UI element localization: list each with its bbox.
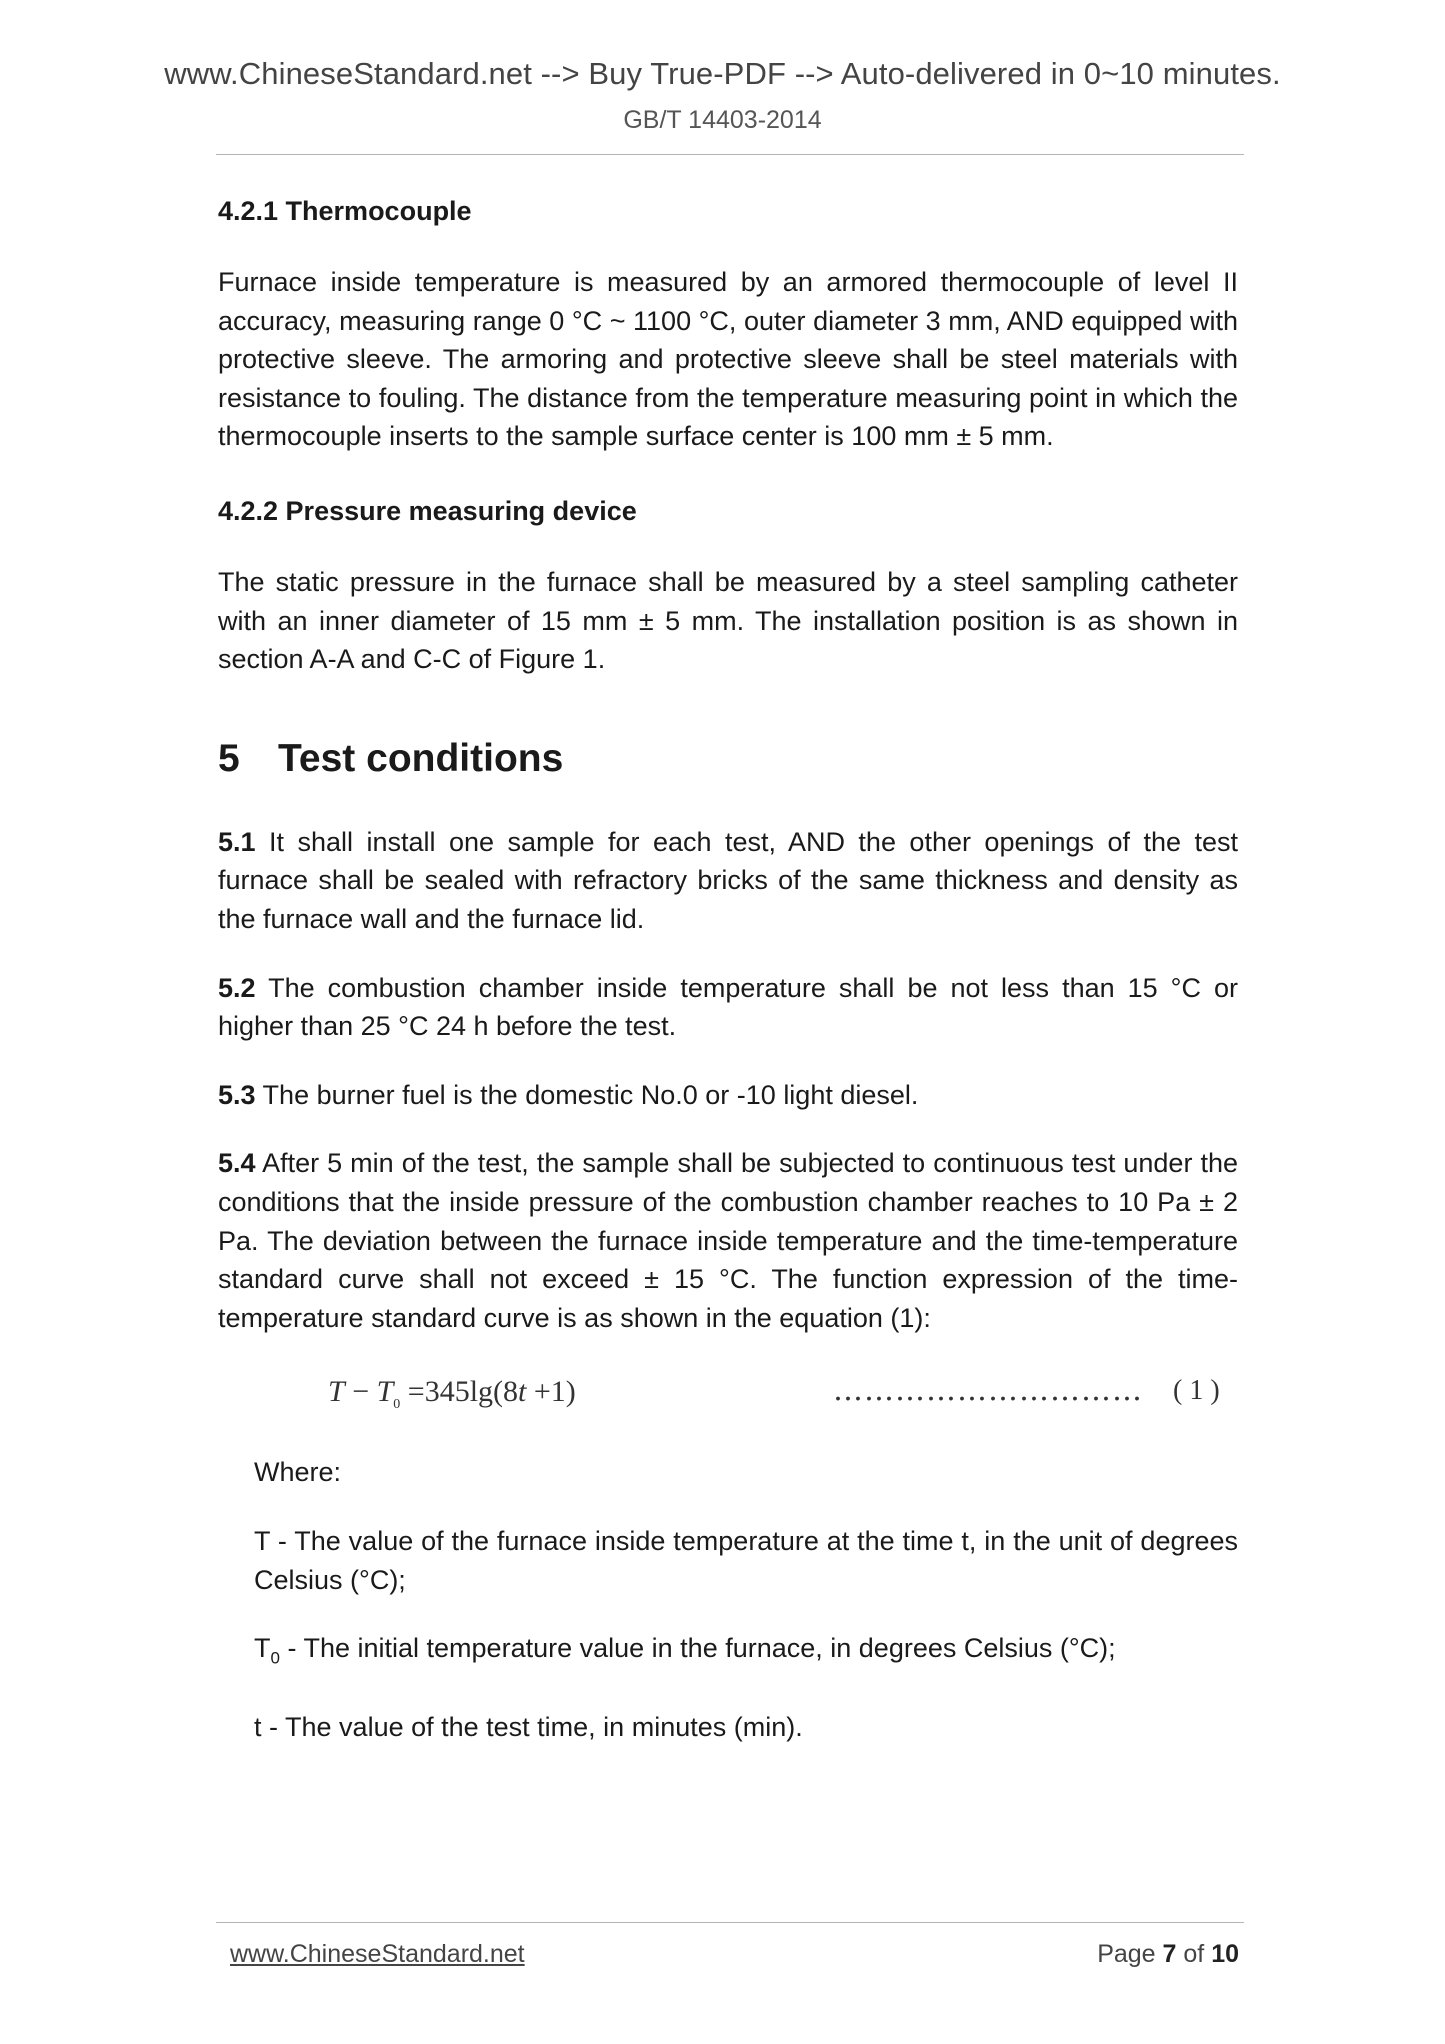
eq-rhs-start: =345lg(8 [400,1375,519,1409]
eq-minus: − [344,1375,377,1409]
equation-number: ( 1 ) [1173,1375,1220,1407]
section-5-number: 5 [218,736,240,780]
definition-T [254,1522,1238,1599]
section-4-2-2-body: The static pressure in the furnace shall be measured by a steel sampling catheter with an inner diameter of 15 mm ± 5 mm. The installation position is as shown in section A-A and C-C of Figure 1. [218,566,1238,675]
header-standard-number: GB/T 14403-2014 [623,106,822,134]
definition-t [254,1708,1238,1747]
section-4-2-1-body: Furnace inside temperature is measured by an armored thermocouple of level II accuracy, measuring range 0 °C ~ 1100 °C, outer diameter 3 mm, AND equipped with protective sleeve. The armoring and protective sleeve shall be steel materials with resistance to fouling. The distance from the temperature measuring point in which the thermocouple inserts to the sample surface center is 100 mm ± 5 mm. [218,267,1238,452]
clause-number: 5.3 [218,1079,256,1110]
equation-1 [218,1367,1238,1437]
page-mid: of [1176,1940,1212,1968]
clause-text: After 5 min of the test, the sample shall be subjected to continuous test under the conditions that the inside pressure of the combustion chamber reaches to 10 Pa ± 2 Pa. The deviation between the furnace inside temperature and the time-temperature standard curve shall not exceed ± 15 °C. The function expression of the time-temperature standard curve is as shown in the equation (1): [218,1148,1238,1333]
page-prefix: Page [1097,1940,1163,1968]
section-5-heading [218,737,1238,781]
equation-leader-dots: ………………………… [833,1373,1143,1409]
eq-symbol-T0: T [376,1375,394,1409]
where-label: Where: [254,1457,342,1488]
where-block [218,1457,1238,1747]
equation-formula [328,1375,576,1413]
section-4-2-2-title: 4.2.2 Pressure measuring device [218,495,637,526]
clause-5-3 [218,1076,1238,1115]
header-banner[interactable]: www.ChineseStandard.net --> Buy True-PDF --> Auto-delivered in 0~10 minutes. [164,56,1281,91]
header-divider [216,154,1244,155]
def-symbol: t [254,1712,262,1743]
eq-rhs-end: +1) [526,1375,576,1409]
page-header [0,56,1445,135]
footer-website-link[interactable]: www.ChineseStandard.net [230,1940,525,1968]
clause-5-4 [218,1144,1238,1337]
eq-symbol-T: T [328,1375,345,1409]
clause-5-2 [218,969,1238,1046]
footer-divider [216,1922,1244,1923]
definition-T0 [254,1629,1238,1678]
footer-page-indicator [1097,1940,1239,1969]
def-text: - The value of the furnace inside temperature at the time t, in the unit of degrees Celsius (°C); [254,1526,1238,1595]
section-4-2-1-title: 4.2.1 Thermocouple [218,196,472,226]
def-symbol: T [254,1633,271,1664]
clause-text: The burner fuel is the domestic No.0 or -10 light diesel. [255,1079,919,1110]
clause-number: 5.2 [218,972,256,1003]
def-text: - The value of the test time, in minutes (min). [261,1712,803,1743]
eq-subscript-0: 0 [393,1397,401,1413]
clause-number: 5.1 [218,826,256,857]
section-5-title: Test conditions [278,736,564,780]
def-subscript: 0 [270,1648,280,1668]
clause-5-1 [218,823,1238,939]
page-current: 7 [1162,1940,1177,1968]
page-total: 10 [1211,1940,1239,1968]
document-body [218,196,1238,1777]
def-text: - The initial temperature value in the furnace, in degrees Celsius (°C); [279,1633,1116,1664]
eq-symbol-t: t [518,1375,527,1409]
clause-number: 5.4 [218,1148,256,1179]
clause-text: The combustion chamber inside temperature shall be not less than 15 °C or higher than 25 °C 24 h before the test. [218,972,1238,1042]
clause-text: It shall install one sample for each test, AND the other openings of the test furnace shall be sealed with refractory bricks of the same thickness and density as the furnace wall and the furnace lid. [218,826,1238,934]
def-symbol: T [254,1526,271,1557]
